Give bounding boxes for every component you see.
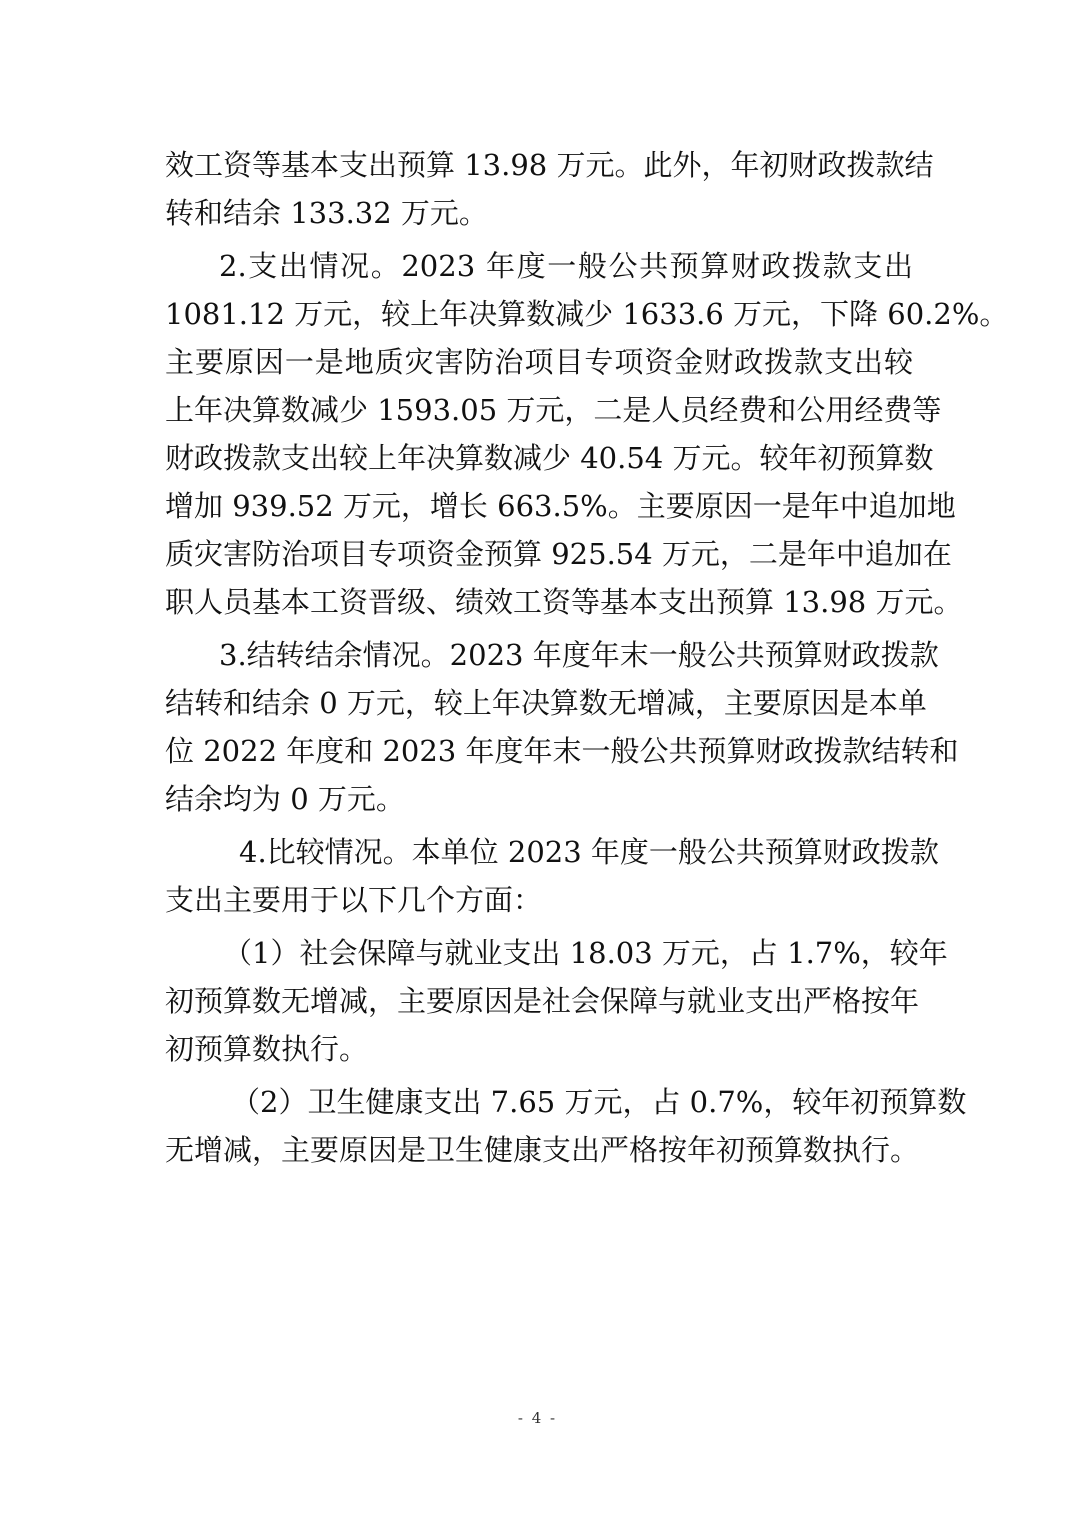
text-line: 无增减，主要原因是卫生健康支出严格按年初预算数执行。 — [165, 1133, 920, 1167]
body-text — [165, 141, 1009, 1174]
paragraph-heading-carryover: 3.结转结余情况。2023 年度年末一般公共预算财政拨款 — [219, 638, 939, 672]
text-line: 职人员基本工资晋级、绩效工资等基本支出预算 13.98 万元。 — [165, 585, 963, 619]
text-line: 支出主要用于以下几个方面： — [165, 883, 543, 917]
item-health: （2）卫生健康支出 7.65 万元，占 0.7%，较年初预算数 — [231, 1085, 967, 1119]
text-line: 初预算数无增减，主要原因是社会保障与就业支出严格按年 — [165, 984, 920, 1018]
text-line: 财政拨款支出较上年决算数减少 40.54 万元。较年初预算数 — [165, 441, 934, 475]
text-line: 初预算数执行。 — [165, 1032, 369, 1066]
text-line: 上年决算数减少 1593.05 万元，二是人员经费和公用经费等 — [165, 393, 942, 427]
text-line: 增加 939.52 万元，增长 663.5%。主要原因一是年中追加地 — [165, 489, 956, 523]
item-social-security: （1）社会保障与就业支出 18.03 万元，占 1.7%，较年 — [223, 936, 948, 970]
paragraph-heading-comparison: 4.比较情况。本单位 2023 年度一般公共预算财政拨款 — [239, 835, 939, 869]
text-line: 位 2022 年度和 2023 年度年末一般公共预算财政拨款结转和 — [165, 734, 959, 768]
text-line: 主要原因一是地质灾害防治项目专项资金财政拨款支出较 — [165, 345, 913, 379]
text-line: 结余均为 0 万元。 — [165, 782, 405, 816]
page-number: - 4 - — [517, 1409, 558, 1427]
text-line: 转和结余 133.32 万元。 — [165, 196, 488, 230]
text-line: 质灾害防治项目专项资金预算 925.54 万元，二是年中追加在 — [165, 537, 952, 571]
paragraph-heading-expenditure: 2.支出情况。2023 年度一般公共预算财政拨款支出 — [219, 249, 913, 283]
text-line: 效工资等基本支出预算 13.98 万元。此外，年初财政拨款结 — [165, 148, 934, 182]
text-line: 结转和结余 0 万元，较上年决算数无增减，主要原因是本单 — [165, 686, 927, 720]
text-line: 1081.12 万元，较上年决算数减少 1633.6 万元，下降 60.2%。 — [165, 297, 1009, 331]
